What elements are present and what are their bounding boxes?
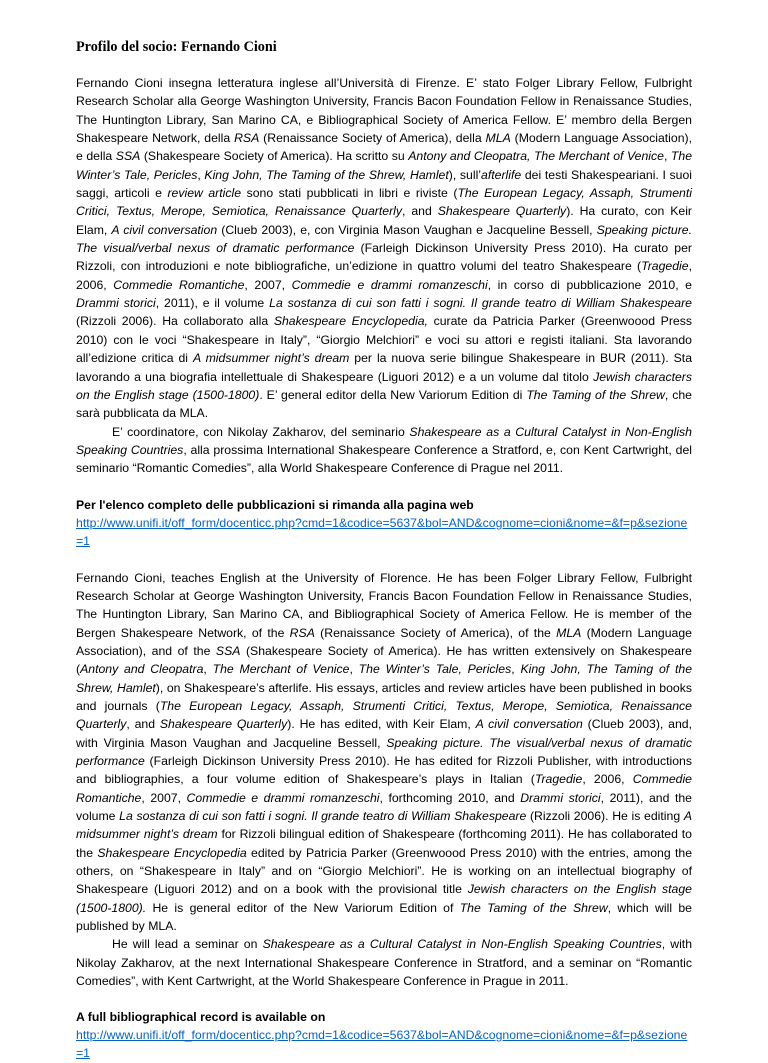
text-run: , 2007, [141,790,187,805]
text-run: , 2006, [76,259,692,292]
english-link-heading: A full bibliographical record is available on [76,1009,326,1024]
spacer [76,478,692,496]
text-run: (Modern Language Association), e della [76,131,692,164]
italic-text-run: La sostanza di cui son fatti i sogni. Il grande teatro di William Shakespeare [119,809,527,824]
text-run: (Rizzoli 2006). He is editing [526,809,684,824]
text-run: , [511,662,521,677]
text-run: E’ coordinatore, con Nikolay Zakharov, del seminario [112,424,410,439]
text-run: , [203,662,213,677]
italic-text-run: Tragedie [534,772,583,787]
italic-text-run: MLA [485,131,511,146]
italic-text-run: Jewish characters on the English stage (1500-1800) [76,369,692,402]
text-run: (Clueb 2003), e, con Virginia Mason Vaughan e Jacqueline Bessell, [217,222,597,237]
italian-publications-link[interactable]: http://www.unifi.it/off_form/docenticc.php?cmd=1&codice=5637&bol=AND&cognome=cioni&nome=&f=p&sezione=1 [76,515,688,549]
italic-text-run: The Merchant of Venice [212,662,350,677]
text-run: , [349,662,359,677]
text-run: He will lead a seminar on [112,937,263,952]
text-run: , 2011), and the volume [76,790,692,824]
italic-text-run: The Taming of the Shrew [526,387,665,402]
text-run: , forthcoming 2010, and [379,790,521,805]
text-run: (Renaissance Society of America), of the [314,625,557,640]
english-bio-paragraph [76,569,692,936]
text-run: , [663,149,671,164]
italian-link-line [76,514,692,551]
italic-text-run: The Winter’s Tale, Pericles [358,662,512,677]
italic-text-run: Antony and Cleopatra [80,662,204,677]
italic-text-run: The European Legacy, Assaph, Strumenti Critici, Textus, Merope, Semiotica, Renaissance Quarterly [76,186,692,219]
text-run: ). Ha curato, con Keir Elam, [76,204,692,237]
italic-text-run: Antony and Cleopatra, The Merchant of Venice [408,149,664,164]
italic-text-run: afterlife [481,167,522,182]
italic-text-run: SSA [215,643,241,658]
text-run: (Clueb 2003), and, with Virginia Mason Vaughan and Jacqueline Bessell, [76,717,692,750]
text-run: , and [126,717,160,732]
text-run: , 2011), e il volume [155,296,270,311]
italic-text-run: RSA [289,625,315,640]
text-run: , che sarà pubblicata da MLA. [76,387,692,421]
english-publications-link[interactable]: http://www.unifi.it/off_form/docenticc.php?cmd=1&codice=5637&bol=AND&cognome=cioni&nome=&f=p&sezione=1 [76,1027,688,1061]
english-link-line [76,1026,692,1063]
italic-text-run: Shakespeare Quarterly [437,204,567,219]
text-run: , 2007, [244,277,292,292]
text-run: , 2006, [582,772,633,787]
italic-text-run: King John, The Taming of the Shrew, Hamlet [204,167,449,182]
text-run: , with Nikolay Zakharov, at the next International Shakespeare Conference in Stratford, and a seminar on “Romantic Comedies”, with Kent Cartwright, at the World Shakespeare Conference in Prague in 2011. [76,937,693,989]
italic-text-run: Speaking picture. The visual/verbal nexus of dramatic performance [76,222,692,256]
italian-seminar-paragraph [76,423,692,478]
italic-text-run: A midsummer night’s dream [76,809,692,842]
text-run: , [197,167,205,182]
italic-text-run: The European Legacy, Assaph, Strumenti Critici, Textus, Merope, Semiotica, Renaissance Quarterly [76,699,692,732]
italic-text-run: A civil conversation [475,717,583,732]
text-run: ), sull’ [448,167,482,182]
italic-text-run: Shakespeare as a Cultural Catalyst in Non-English Speaking Countries [76,424,692,457]
text-run: (Rizzoli 2006). Ha collaborato alla [76,314,274,329]
text-run: , in corso di pubblicazione 2010, e [487,277,692,292]
text-run: . E’ general editor della New Variorum Edition di [259,387,527,402]
text-run: (Renaissance Society of America), della [259,131,486,146]
italic-text-run: Commedie Romantiche [113,277,245,292]
english-seminar-paragraph [76,935,692,990]
text-run: curate da Patricia Parker (Greenwoood Press 2010) con le voci “Shakespeare in Italy”, “Giorgio Melchiori” e voci su attori e registi italiani. Sta lavorando all’edizione critica di [76,314,692,366]
italian-link-heading: Per l'elenco completo delle pubblicazioni si rimanda alla pagina web [76,497,474,512]
italic-text-run: Shakespeare as a Cultural Catalyst in Non-English Speaking Countries [262,937,662,952]
italic-text-run: Shakespeare Encyclopedia, [273,314,428,329]
text-run: (Shakespeare Society of America). Ha scritto su [140,149,409,164]
text-run: for Rizzoli bilingual edition of Shakespeare (forthcoming 2011). He has collaborated to the [76,827,692,860]
text-run: , alla prossima International Shakespeare Conference a Stratford, e, con Kent Cartwright, del seminario “Romantic Comedies”, alla World Shakespeare Conference di Prague nel 2011. [76,442,692,476]
text-run: ), on Shakespeare’s afterlife. His essays, articles and review articles have been published in books and journals ( [76,680,692,713]
italian-bio-paragraph [76,74,692,423]
text-run: sono stati pubblicati in libri e riviste ( [241,186,458,201]
text-run: per la nuova serie bilingue Shakespeare in BUR (2011). Sta lavorando a una biografia intellettuale di Shakespeare (Liguori 2012) e a un volume dal titolo [76,351,693,384]
italic-text-run: SSA [115,149,141,164]
text-run: dei testi Shakespeariani. I suoi saggi, articoli e [76,167,692,201]
italic-text-run: A civil conversation [111,222,218,237]
italic-text-run: Jewish characters on the English stage (1500-1800). [76,882,692,915]
italic-text-run: RSA [234,131,260,146]
italic-text-run: Commedie e drammi romanzeschi [186,790,380,805]
italic-text-run: The Taming of the Shrew [459,900,608,915]
page-title: Profilo del socio: Fernando Cioni [76,39,277,55]
text-run: , and [402,204,438,219]
text-run: (Shakespeare Society of America). He has written extensively on Shakespeare ( [76,643,692,677]
text-run: He is general editor of the New Variorum Edition of [146,900,460,915]
text-run: (Farleigh Dickinson University Press 2010). Ha curato per Rizzoli, con introduzioni e note bibliografiche, un’edizione in quattro volumi del teatro Shakespeare ( [76,241,693,274]
text-run: edited by Patricia Parker (Greenwoood Press 2010) with the entries, among the others, on “Shakespeare in Italy” and on “Giorgio Melchiori”. He is working on an intellectual biography of Shakespeare (Liguori 2012) and on a book with the provisional title [76,845,693,897]
spacer [76,551,692,569]
italic-text-run: Commedie e drammi romanzeschi [291,277,488,292]
italic-text-run: Speaking picture. The visual/verbal nexus of dramatic performance [76,735,692,769]
italic-text-run: King John, The Taming of the Shrew, Hamlet [76,662,693,695]
italic-text-run: Drammi storici [76,296,156,311]
italic-text-run: The Winter’s Tale, Pericles [76,149,693,182]
italic-text-run: Shakespeare Encyclopedia [97,845,247,860]
text-run: Fernando Cioni insegna letteratura inglese all’Università di Firenze. E’ stato Folger Library Fellow, Fulbright Research Scholar alla George Washington University, Francis Bacon Foundation Fellow in Renaissance Studies, The Huntington Library, San Marino CA, e Bibliographical Society of America Fellow. E’ membro della Bergen Shakespeare Network, della [76,76,692,146]
italic-text-run: MLA [556,625,582,640]
italic-text-run: Tragedie [641,259,689,274]
italic-text-run: Shakespeare Quarterly [159,717,288,732]
text-run: , which will be published by MLA. [76,900,692,934]
italic-text-run: A midsummer night’s dream [192,351,350,366]
text-run: Fernando Cioni, teaches English at the University of Florence. He has been Folger Library Fellow, Fulbright Research Scholar at George Washington University, Francis Bacon Foundation Fellow in Renaissance Studies, The Huntington Library, San Marino CA, and Bibliographical Society of America Fellow. He is member of the Bergen Shakespeare Network, of the [76,570,692,640]
italic-text-run: La sostanza di cui son fatti i sogni. Il grande teatro di William Shakespeare [269,296,692,311]
italic-text-run: Drammi storici [520,790,601,805]
spacer [76,991,692,1008]
text-run: ). He has edited, with Keir Elam, [287,717,476,732]
text-run: (Farleigh Dickinson University Press 2010). He has edited for Rizzoli Publisher, with introductions and bibliographies, a four volume edition of Shakespeare’s plays in Italian ( [76,754,692,787]
italic-text-run: review article [167,186,242,201]
text-run: (Modern Language Association), and of the [76,625,692,658]
italic-text-run: Commedie Romantiche [76,772,692,805]
